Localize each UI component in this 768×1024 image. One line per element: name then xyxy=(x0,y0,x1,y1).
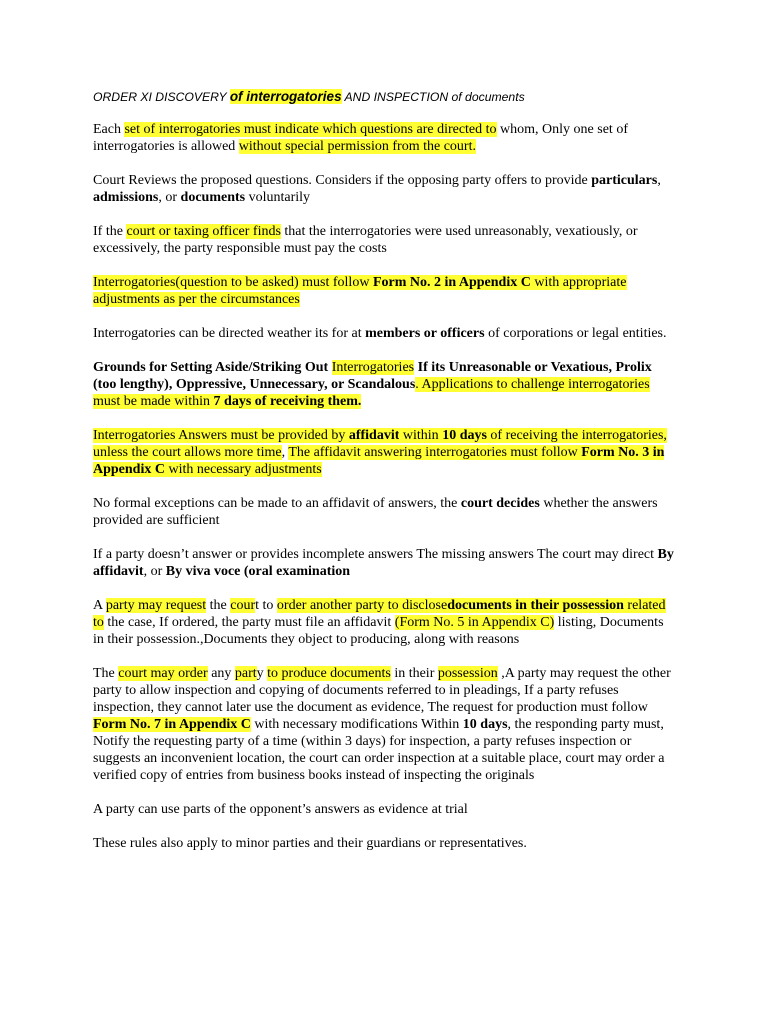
highlighted-text: The affidavit answering interrogatories must follow xyxy=(288,445,582,460)
text-run: Each xyxy=(93,122,125,137)
text-run: voluntarily xyxy=(245,190,311,205)
text-run: The xyxy=(93,666,119,681)
highlighted-text: related to xyxy=(93,598,666,630)
text-run: t to xyxy=(255,598,277,613)
highlighted-text: Interrogatories(question to be asked) must follow xyxy=(93,275,373,290)
text-run: that the interrogatories were used unreasonably, vexatiously, or excessively, the party responsible must pay the costs xyxy=(93,224,638,256)
paragraph-13 xyxy=(93,835,674,852)
bold-text: members or officers xyxy=(365,326,485,341)
paragraph-1 xyxy=(93,121,674,155)
highlighted-text: affidavit xyxy=(348,428,400,443)
highlighted-text: party may request xyxy=(105,598,207,613)
bold-text: documents xyxy=(180,190,246,205)
bold-text: If its Unreasonable or Vexatious, Prolix (too lengthy), Oppressive, Unnecessary, or Scandalous xyxy=(93,360,652,392)
highlighted-text: court or taxing officer finds xyxy=(126,224,281,239)
text-run: , or xyxy=(158,190,181,205)
text-run: These rules also apply to minor parties and their guardians or representatives. xyxy=(93,836,527,851)
highlighted-text: possession xyxy=(437,666,498,681)
text-run: No formal exceptions can be made to an affidavit of answers, the xyxy=(93,496,461,511)
text-run: y xyxy=(256,666,268,681)
bold-text: By affidavit xyxy=(93,547,674,579)
paragraph-3 xyxy=(93,223,674,257)
highlighted-text: Interrogatories Answers must be provided by xyxy=(93,428,349,443)
paragraph-12 xyxy=(93,801,674,818)
paragraph-6 xyxy=(93,359,674,410)
paragraph-5 xyxy=(93,325,674,342)
text-run: whom, Only one set of interrogatories is allowed xyxy=(93,122,628,154)
document-title xyxy=(93,88,674,106)
text-run: of corporations or legal entities. xyxy=(484,326,667,341)
highlighted-text: Interrogatories xyxy=(331,360,415,375)
paragraph-9 xyxy=(93,546,674,580)
highlighted-text: Form No. 2 in Appendix C xyxy=(372,275,531,290)
paragraph-11 xyxy=(93,665,674,784)
highlighted-text: documents in their possession xyxy=(447,598,624,613)
highlighted-text: without special permission from the court. xyxy=(238,139,476,154)
highlighted-text: Form No. 3 in Appendix C xyxy=(93,445,665,477)
text-run: Court Reviews the proposed questions. Considers if the opposing party offers to provide xyxy=(93,173,592,188)
text-run: ,A party may request the other party to allow inspection and copying of documents referred to in pleadings, If a party refuses inspection, they cannot later use the document as evidence, The request for production must follow xyxy=(93,666,671,715)
title-suffix: AND INSPECTION of documents xyxy=(341,90,525,104)
text-run: , xyxy=(281,445,289,460)
text-run: the xyxy=(206,598,231,613)
text-run: A party can use parts of the opponent’s answers as evidence at trial xyxy=(93,802,468,817)
bold-text: particulars xyxy=(591,173,658,188)
paragraph-4 xyxy=(93,274,674,308)
text-run: the case, If ordered, the party must file an affidavit xyxy=(103,615,395,630)
text-run: , xyxy=(657,173,661,188)
highlighted-text: order another party to disclose xyxy=(276,598,448,613)
highlighted-text: to produce documents xyxy=(267,666,391,681)
paragraph-7 xyxy=(93,427,674,478)
text-run: , or xyxy=(143,564,166,579)
text-run: listing, Documents in their possession.,Documents they object to producing, along with reasons xyxy=(93,615,664,647)
highlighted-text: with appropriate adjustments as per the circumstances xyxy=(93,275,627,307)
text-run: with necessary modifications Within xyxy=(250,717,463,732)
highlighted-text: court may order xyxy=(118,666,208,681)
text-run: Interrogatories can be directed weather its for at xyxy=(93,326,366,341)
text-run: If a party doesn’t answer or provides incomplete answers The missing answers The court may direct xyxy=(93,547,658,562)
highlighted-text: Form No. 7 in Appendix C xyxy=(93,717,251,732)
paragraph-2 xyxy=(93,172,674,206)
text-run: If the xyxy=(93,224,127,239)
highlighted-text: set of interrogatories must indicate which questions are directed to xyxy=(124,122,497,137)
highlighted-text: 7 days of receiving them. xyxy=(213,394,362,409)
highlighted-text: . Applications to challenge interrogatories must be made within xyxy=(93,377,650,409)
text-run: in their xyxy=(390,666,438,681)
highlighted-text: of receiving the interrogatories, unless the court allows more time xyxy=(93,428,667,460)
highlighted-text: part xyxy=(234,666,257,681)
title-prefix: ORDER XI DISCOVERY xyxy=(93,90,230,104)
text-run: A xyxy=(93,598,106,613)
bold-text: Grounds for Setting Aside/Striking Out xyxy=(93,360,332,375)
highlighted-text: with necessary adjustments xyxy=(164,462,322,477)
document-body xyxy=(93,121,674,852)
text-run: any xyxy=(207,666,235,681)
text-run: , the responding party must, Notify the requesting party of a time (within 3 days) for inspection, a party refuses inspection or suggests an inconvenient location, the court can order inspection at a suitable place, court may order a verified copy of entries from business books instead of inspecting the originals xyxy=(93,717,665,783)
highlighted-text: 10 days xyxy=(442,428,487,443)
text-run: whether the answers provided are sufficient xyxy=(93,496,658,528)
paragraph-10 xyxy=(93,597,674,648)
bold-text: court decides xyxy=(460,496,540,511)
highlighted-text: (Form No. 5 in Appendix C) xyxy=(394,615,555,630)
bold-text: By viva voce (oral examination xyxy=(165,564,351,579)
highlighted-text: within xyxy=(399,428,443,443)
highlighted-text: cour xyxy=(230,598,256,613)
bold-text: admissions xyxy=(93,190,159,205)
bold-text: 10 days xyxy=(462,717,508,732)
paragraph-8 xyxy=(93,495,674,529)
title-highlight: of interrogatories xyxy=(229,89,342,104)
